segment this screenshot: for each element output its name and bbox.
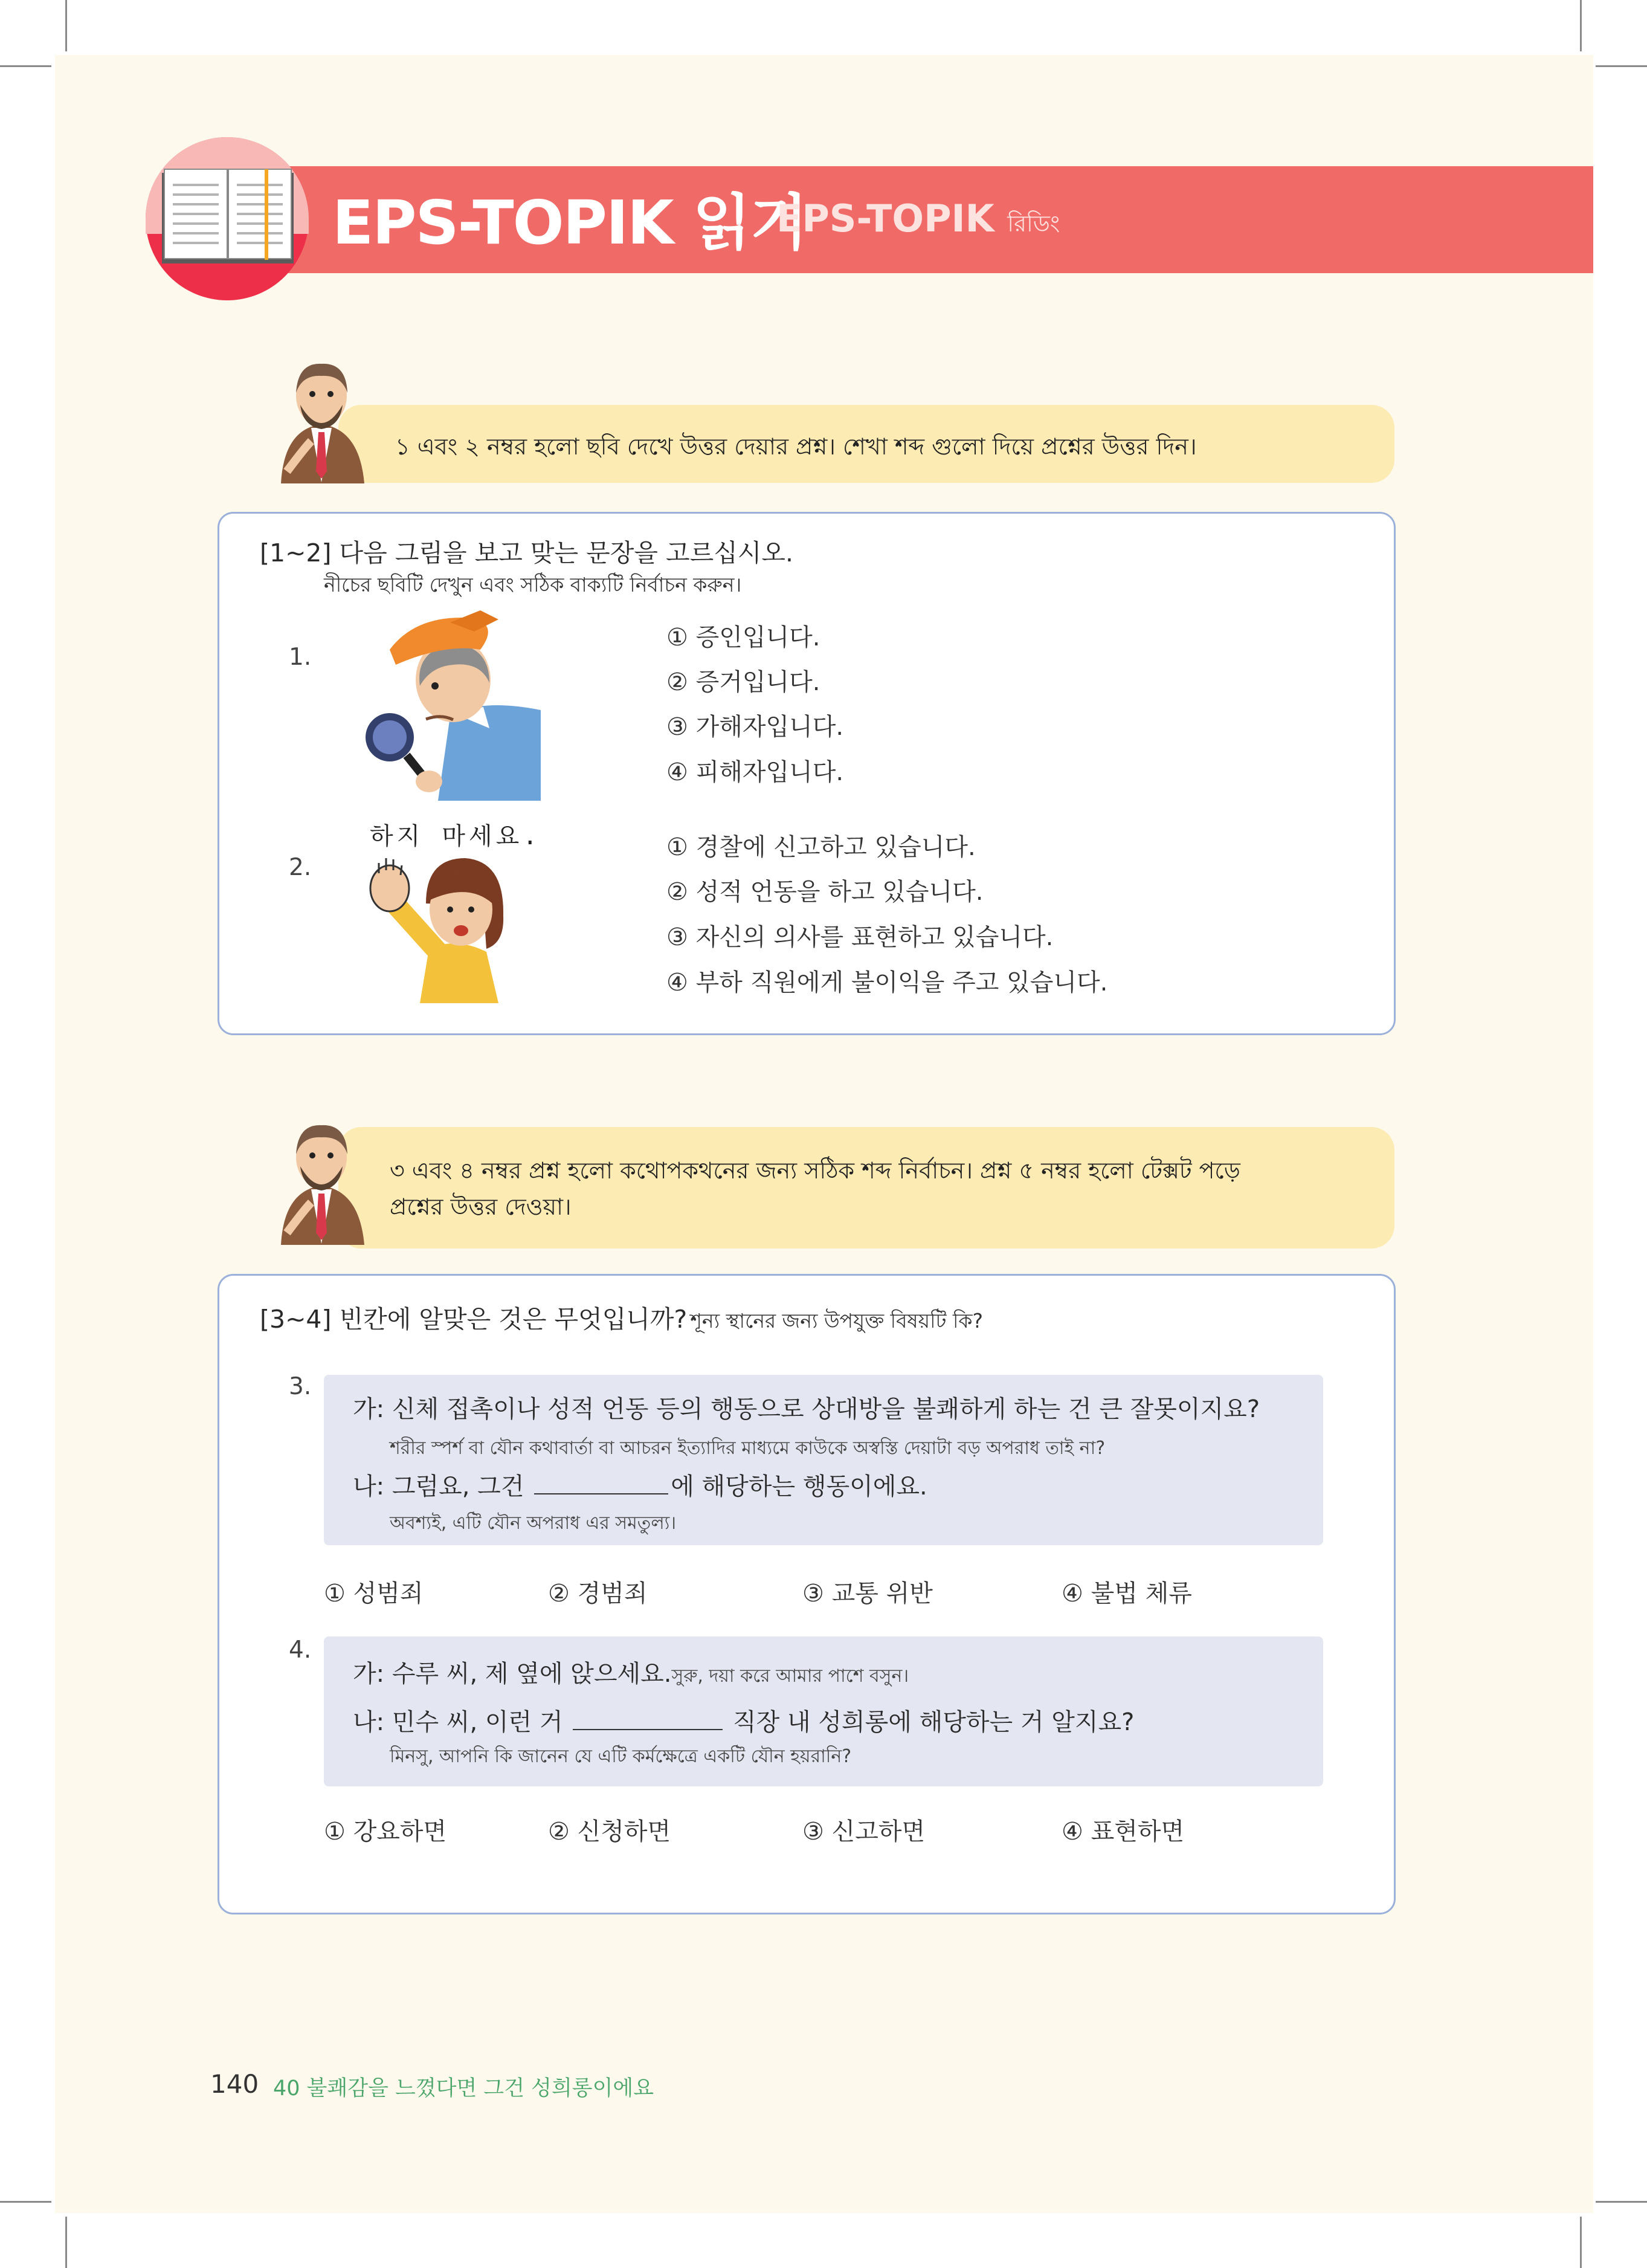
instruction-text-1: ১ এবং ২ নম্বর হলো ছবি দেখে উত্তর দেয়ার প্রশ্ন। শেখা শব্দ গুলো দিয়ে প্রশ্নের উত্তর দিন।: [395, 433, 1197, 460]
page-subtitle: [776, 196, 1060, 245]
crop-mark: [1580, 0, 1582, 51]
teacher-illustration: [269, 1112, 375, 1248]
q4-line2-bangla: মিনসু, আপনি কি জানেন যে এটি কর্মক্ষেত্রে একটি যৌন হয়রানি?: [390, 1746, 852, 1767]
instruction-text-2-line1: ৩ এবং ৪ নম্বর প্রশ্ন হলো কথোপকথনের জন্য সঠিক শব্দ নির্বাচন। প্রশ্ন ৫ নম্বর হলো টেক্সট পড়ে: [390, 1157, 1240, 1184]
q4-line1: [353, 1655, 909, 1692]
prompt-1-2: [1~2] 다음 그림을 보고 맞는 문장을 고르십시오.: [260, 538, 794, 567]
prompt-3-4-bangla: শূন্য স্থানের জন্য উপযুক্ত বিষয়টি কি?: [690, 1309, 984, 1333]
q4-line2: [353, 1703, 1134, 1737]
q4-option-3[interactable]: ③ 신고하면: [802, 1818, 926, 1846]
q2-option-2[interactable]: ② 성적 언동을 하고 있습니다.: [666, 878, 984, 906]
q1-option-3[interactable]: ③ 가해자입니다.: [666, 713, 844, 741]
woman-stop-illustration: [366, 846, 517, 1003]
q4-line2-post: 직장 내 성희롱에 해당하는 거 알지요?: [732, 1708, 1135, 1736]
prompt-3-4: [260, 1299, 983, 1339]
detective-illustration: [359, 607, 541, 801]
crop-mark: [1596, 2201, 1647, 2203]
crop-mark: [0, 2201, 51, 2203]
subtitle-bangla: রিডিং: [1007, 210, 1060, 237]
q3-line2-pre: 나: 그럼요, 그건: [353, 1473, 524, 1501]
chapter-title: 40 불쾌감을 느꼈다면 그건 성희롱이에요: [273, 2076, 654, 2101]
subtitle-latin: EPS-TOPIK: [776, 196, 994, 241]
q4-option-2[interactable]: ② 신청하면: [548, 1818, 671, 1846]
question-number-2: 2.: [289, 854, 312, 881]
crop-mark: [0, 65, 51, 67]
open-book-icon: [158, 164, 297, 267]
page-title: EPS-TOPIK 읽기: [332, 187, 807, 258]
prompt-3-4-korean: [3~4] 빈칸에 알맞은 것은 무엇입니까?: [260, 1305, 688, 1334]
question-number-3: 3.: [289, 1373, 312, 1400]
q4-option-1[interactable]: ① 강요하면: [324, 1818, 447, 1846]
q4-line1-bangla: সুরু, দয়া করে আমার পাশে বসুন।: [671, 1665, 909, 1687]
crop-mark: [1580, 2217, 1582, 2268]
q3-option-4[interactable]: ④ 불법 체류: [1062, 1580, 1192, 1607]
q3-option-3[interactable]: ③ 교통 위반: [802, 1580, 933, 1607]
q1-option-1[interactable]: ① 증인입니다.: [666, 624, 820, 651]
q1-option-2[interactable]: ② 증거입니다.: [666, 668, 820, 696]
speech-text: 하지 마세요.: [370, 822, 541, 850]
q3-line2-bangla: অবশ্যই, এটি যৌন অপরাধ এর সমতুল্য।: [390, 1513, 677, 1534]
q2-option-4[interactable]: ④ 부하 직원에게 불이익을 주고 있습니다.: [666, 969, 1108, 997]
crop-mark: [65, 2217, 67, 2268]
page-number: 140: [210, 2069, 259, 2099]
q4-line1-korean: 가: 수루 씨, 제 옆에 앉으세요.: [353, 1660, 672, 1688]
teacher-illustration: [269, 351, 375, 486]
instruction-text-2-line2: প্রশ্নের উত্তর দেওয়া।: [390, 1194, 572, 1220]
prompt-1-2-bangla: নীচের ছবিটি দেখুন এবং সঠিক বাক্যটি নির্বাচন করুন।: [324, 573, 742, 596]
q3-option-1[interactable]: ① 성범죄: [324, 1580, 424, 1607]
q3-blank: [534, 1493, 668, 1494]
q4-blank: [573, 1728, 723, 1730]
crop-mark: [1596, 65, 1647, 67]
q3-line1: 가: 신체 접촉이나 성적 언동 등의 행동으로 상대방을 불쾌하게 하는 건 큰 잘못이지요?: [353, 1395, 1260, 1423]
q4-line2-pre: 나: 민수 씨, 이런 거: [353, 1708, 563, 1736]
q3-line2-post: 에 해당하는 행동이에요.: [671, 1473, 927, 1501]
q3-line2: [353, 1467, 927, 1502]
q4-option-4[interactable]: ④ 표현하면: [1062, 1818, 1185, 1846]
q1-option-4[interactable]: ④ 피해자입니다.: [666, 758, 844, 786]
crop-mark: [65, 0, 67, 51]
q3-line1-bangla: শরীর স্পর্শ বা যৌন কথাবার্তা বা আচরন ইত্যাদির মাধ্যমে কাউকে অস্বস্তি দেয়াটা বড় অপরাধ তাই না?: [390, 1438, 1106, 1459]
question-number-4: 4.: [289, 1636, 312, 1664]
q3-option-2[interactable]: ② 경범죄: [548, 1580, 648, 1607]
q2-option-1[interactable]: ① 경찰에 신고하고 있습니다.: [666, 833, 976, 861]
q2-option-3[interactable]: ③ 자신의 의사를 표현하고 있습니다.: [666, 923, 1054, 951]
question-number-1: 1.: [289, 644, 312, 671]
